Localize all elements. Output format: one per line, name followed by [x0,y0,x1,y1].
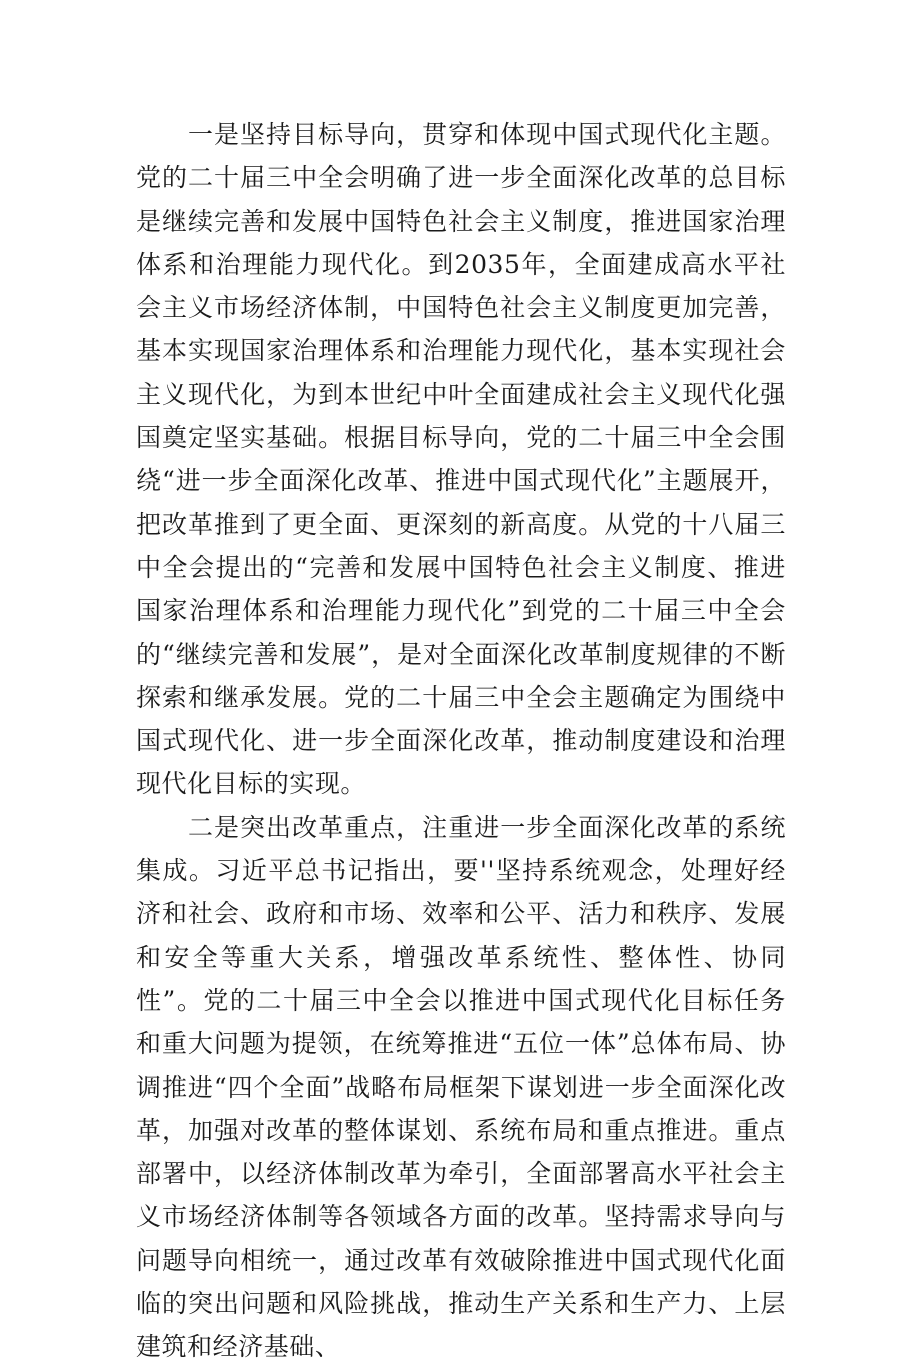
paragraph-2: 二是突出改革重点，注重进一步全面深化改革的系统集成。习近平总书记指出，要''坚持系统观念，处理好经济和社会、政府和市场、效率和公平、活力和秩序、发展和安全等重大关系，增强改革系统性、整体性、协同性”。党的二十届三中全会以推进中国式现代化目标任务和重大问题为提领，在统筹推进“五位一体”总体布局、协调推进“四个全面”战略布局框架下谋划进一步全面深化改革，加强对改革的整体谋划、系统布局和重点推进。重点部署中，以经济体制改革为牵引，全面部署高水平社会主义市场经济体制等各领域各方面的改革。坚持需求导向与问题导向相统一，通过改革有效破除推进中国式现代化面临的突出问题和风险挑战，推动生产关系和生产力、上层建筑和经济基础、 [136,812,786,1362]
document-body [136,113,786,1369]
paragraph-1: 一是坚持目标导向，贯穿和体现中国式现代化主题。党的二十届三中全会明确了进一步全面深化改革的总目标是继续完善和发展中国特色社会主义制度，推进国家治理体系和治理能力现代化。到2035年，全面建成高水平社会主义市场经济体制，中国特色社会主义制度更加完善，基本实现国家治理体系和治理能力现代化，基本实现社会主义现代化，为到本世纪中叶全面建成社会主义现代化强国奠定坚实基础。根据目标导向，党的二十届三中全会围绕“进一步全面深化改革、推进中国式现代化”主题展开，把改革推到了更全面、更深刻的新高度。从党的十八届三中全会提出的“完善和发展中国特色社会主义制度、推进国家治理体系和治理能力现代化”到党的二十届三中全会的“继续完善和发展”，是对全面深化改革制度规律的不断探索和继承发展。党的二十届三中全会主题确定为围绕中国式现代化、进一步全面深化改革，推动制度建设和治理现代化目标的实现。 [136,120,786,799]
